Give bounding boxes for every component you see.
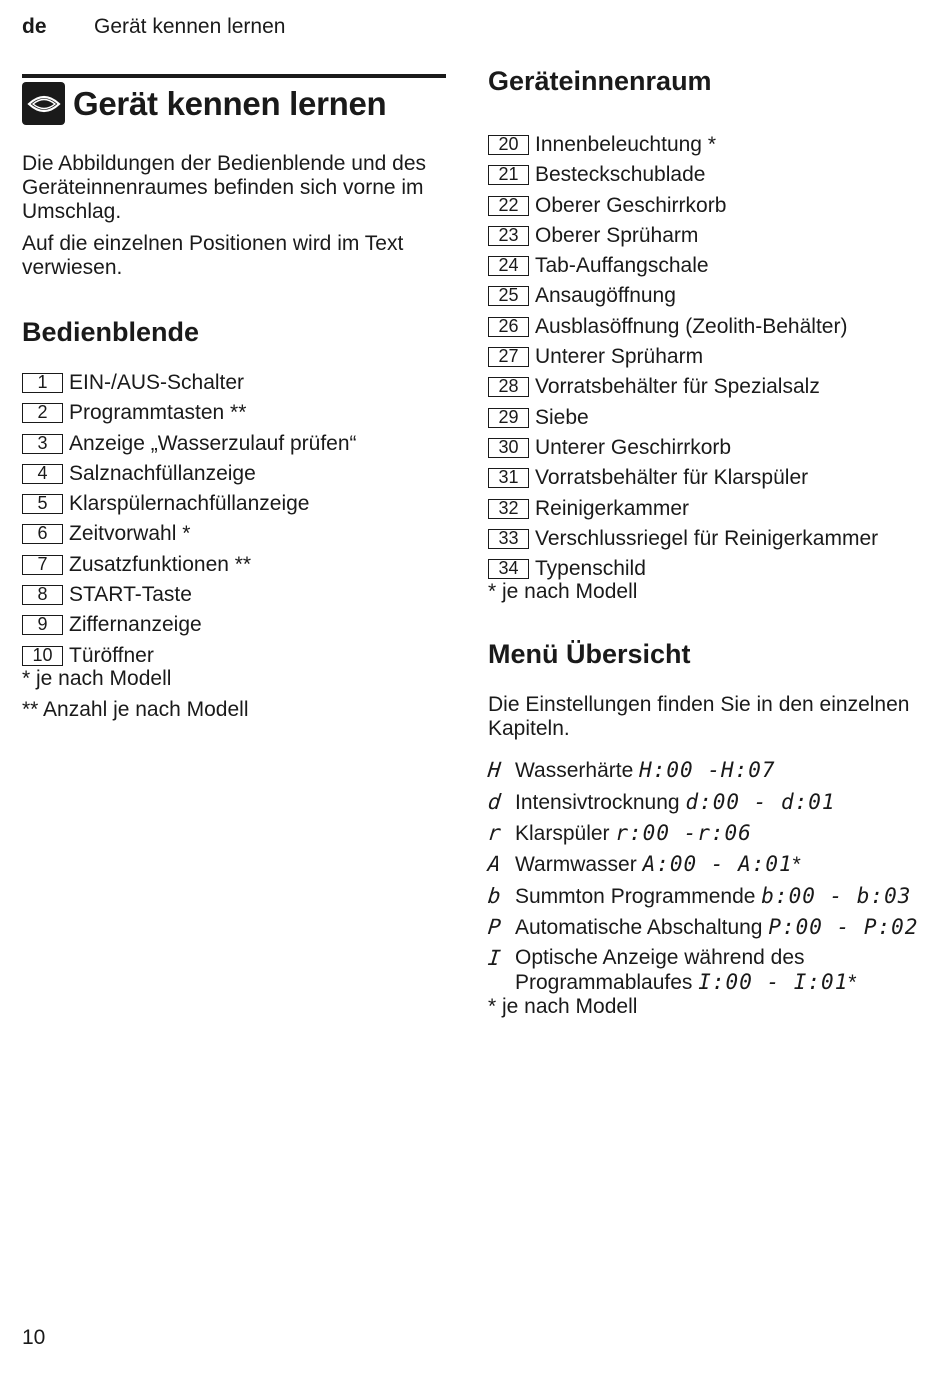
right-column (488, 66, 928, 1019)
eye-icon (22, 82, 65, 125)
list-item (488, 284, 928, 308)
menu-item (488, 884, 928, 909)
list-item-label: Anzeige „Wasserzulauf prüfen“ (69, 431, 357, 455)
footnote: ** Anzahl je nach Modell (22, 697, 249, 721)
position-number-box: 30 (488, 438, 529, 458)
position-number-box: 10 (22, 646, 63, 666)
list-item-label: START-Taste (69, 583, 192, 607)
list-item-label: Siebe (535, 405, 589, 429)
position-number-box: 27 (488, 347, 529, 367)
menu-item-suffix: * (792, 853, 801, 877)
menu-intro: Die Einstellungen finden Sie in den einzelnen Kapiteln. (488, 693, 910, 741)
list-item (488, 315, 928, 339)
menu-item-suffix: * (848, 971, 857, 995)
menu-item-text (515, 915, 918, 940)
list-item-label: Ausblasöffnung (Zeolith-Behälter) (535, 314, 848, 338)
list-item-label: Oberer Geschirrkorb (535, 193, 727, 217)
list-item (488, 406, 928, 430)
list-item-label: Besteckschublade (535, 163, 706, 187)
menu-item-text (515, 852, 801, 877)
menu-item-label: Warmwasser (515, 853, 637, 877)
position-number-box: 29 (488, 408, 529, 428)
list-item-label: Ziffernanzeige (69, 613, 202, 637)
menu-item-range: H:00 -H:07 (639, 758, 776, 783)
list-item (22, 613, 446, 637)
position-number-box: 23 (488, 226, 529, 246)
heading-innenraum: Geräteinnenraum (488, 66, 712, 96)
list-item-label: Salznachfüllanzeige (69, 461, 256, 485)
list-item (488, 194, 928, 218)
display-symbol: P (486, 914, 502, 939)
menu-item-text (515, 821, 752, 846)
list-item-label: Oberer Sprüharm (535, 223, 699, 247)
list-item (22, 371, 446, 395)
menu-item (488, 915, 928, 940)
list-item (488, 466, 928, 490)
menu-list (488, 758, 928, 995)
list-item (22, 492, 446, 516)
bedienblende-list (22, 371, 446, 668)
list-item-label: Vorratsbehälter für Spezialsalz (535, 375, 820, 399)
list-item-label: Typenschild (535, 557, 646, 581)
menu-item-label: Automatische Abschaltung (515, 915, 763, 939)
position-number-box: 21 (488, 165, 529, 185)
display-symbol: b (486, 883, 502, 908)
menu-item-label: Klarspüler (515, 822, 610, 846)
menu-item-text (515, 946, 928, 995)
list-item-label: EIN-/AUS-Schalter (69, 371, 245, 394)
display-symbol: H (486, 758, 502, 783)
menu-item-text (515, 790, 836, 815)
innenraum-list (488, 133, 928, 581)
footnote: * je nach Modell (488, 994, 638, 1018)
list-item (488, 557, 928, 581)
list-item-label: Tab-Auffangschale (535, 254, 709, 278)
menu-item-label: Intensivtrocknung (515, 790, 680, 814)
list-item (22, 462, 446, 486)
list-item (488, 527, 928, 551)
section-title-row (22, 74, 446, 125)
list-item (488, 224, 928, 248)
list-item (22, 553, 446, 577)
menu-item-label: Wasserhärte (515, 759, 634, 783)
menu-item-range: b:00 - b:03 (761, 883, 912, 908)
list-item-label: Ansaugöffnung (535, 284, 676, 308)
footnote: * je nach Modell (488, 580, 638, 604)
position-number-box: 33 (488, 529, 529, 549)
list-item-label: Vorratsbehälter für Klarspüler (535, 466, 809, 490)
list-item-label: Unterer Sprüharm (535, 345, 704, 369)
list-item (488, 436, 928, 460)
list-item-label: Türöffner (69, 643, 154, 667)
list-item-label: Reinigerkammer (535, 496, 690, 520)
list-item-label: Klarspülernachfüllanzeige (69, 492, 310, 516)
list-item (488, 133, 928, 157)
list-item-label: Verschlussriegel für Reinigerkammer (535, 526, 879, 550)
page-number: 10 (22, 1326, 46, 1349)
list-item (22, 583, 446, 607)
position-number-box: 31 (488, 468, 529, 488)
display-symbol: A (486, 852, 502, 877)
menu-item-label: Optische Anzeige während des Programmablaufes (515, 946, 805, 995)
list-item-label: Zeitvorwahl * (69, 522, 191, 546)
position-number-box: 20 (488, 135, 529, 155)
list-item (22, 432, 446, 456)
menu-item-range: A:00 - A:01 (642, 852, 793, 877)
list-item-label: Zusatzfunktionen ** (69, 552, 252, 576)
display-symbol: I (486, 946, 502, 971)
list-item (488, 254, 928, 278)
position-number-box: 9 (22, 615, 63, 635)
position-number-box: 26 (488, 317, 529, 337)
list-item (488, 497, 928, 521)
heading-menu: Menü Übersicht (488, 639, 691, 670)
menu-item-label: Summton Programmende (515, 884, 756, 908)
list-item-label: Programmtasten ** (69, 401, 247, 425)
position-number-box: 7 (22, 555, 63, 575)
intro-paragraph: Die Abbildungen der Bedienblende und des Geräteinnenraumes befinden sich vorne im Umschlag. (22, 152, 426, 223)
menu-item-range: I:00 - I:01 (698, 970, 849, 995)
menu-item (488, 821, 928, 846)
menu-item-text (515, 884, 911, 909)
list-item (488, 345, 928, 369)
list-item (488, 375, 928, 399)
heading-bedienblende: Bedienblende (22, 317, 200, 347)
menu-item-range: d:00 - d:01 (685, 789, 836, 814)
intro-paragraph: Auf die einzelnen Positionen wird im Text verwiesen. (22, 232, 404, 279)
position-number-box: 4 (22, 464, 63, 484)
breadcrumb: Gerät kennen lernen (94, 15, 286, 38)
menu-item-range: P:00 - P:02 (768, 914, 919, 939)
left-column (22, 74, 446, 722)
position-number-box: 22 (488, 196, 529, 216)
display-symbol: r (486, 821, 502, 846)
display-symbol: d (486, 789, 502, 814)
list-item-label: Unterer Geschirrkorb (535, 435, 732, 459)
menu-item-range: r:00 -r:06 (615, 821, 752, 846)
position-number-box: 2 (22, 403, 63, 423)
page-title: Gerät kennen lernen (73, 84, 387, 122)
position-number-box: 32 (488, 499, 529, 519)
position-number-box: 8 (22, 585, 63, 605)
position-number-box: 25 (488, 286, 529, 306)
menu-item (488, 852, 928, 877)
menu-item (488, 790, 928, 815)
list-item (488, 163, 928, 187)
position-number-box: 5 (22, 494, 63, 514)
position-number-box: 3 (22, 434, 63, 454)
menu-item (488, 946, 928, 995)
language-code: de (22, 15, 47, 38)
position-number-box: 24 (488, 256, 529, 276)
position-number-box: 34 (488, 559, 529, 579)
position-number-box: 28 (488, 377, 529, 397)
list-item (22, 522, 446, 546)
menu-item (488, 758, 928, 783)
menu-item-text (515, 758, 776, 783)
position-number-box: 6 (22, 524, 63, 544)
list-item-label: Innenbeleuchtung * (535, 133, 716, 156)
position-number-box: 1 (22, 373, 63, 393)
footnote: * je nach Modell (22, 666, 172, 690)
list-item (22, 401, 446, 425)
list-item (22, 644, 446, 668)
